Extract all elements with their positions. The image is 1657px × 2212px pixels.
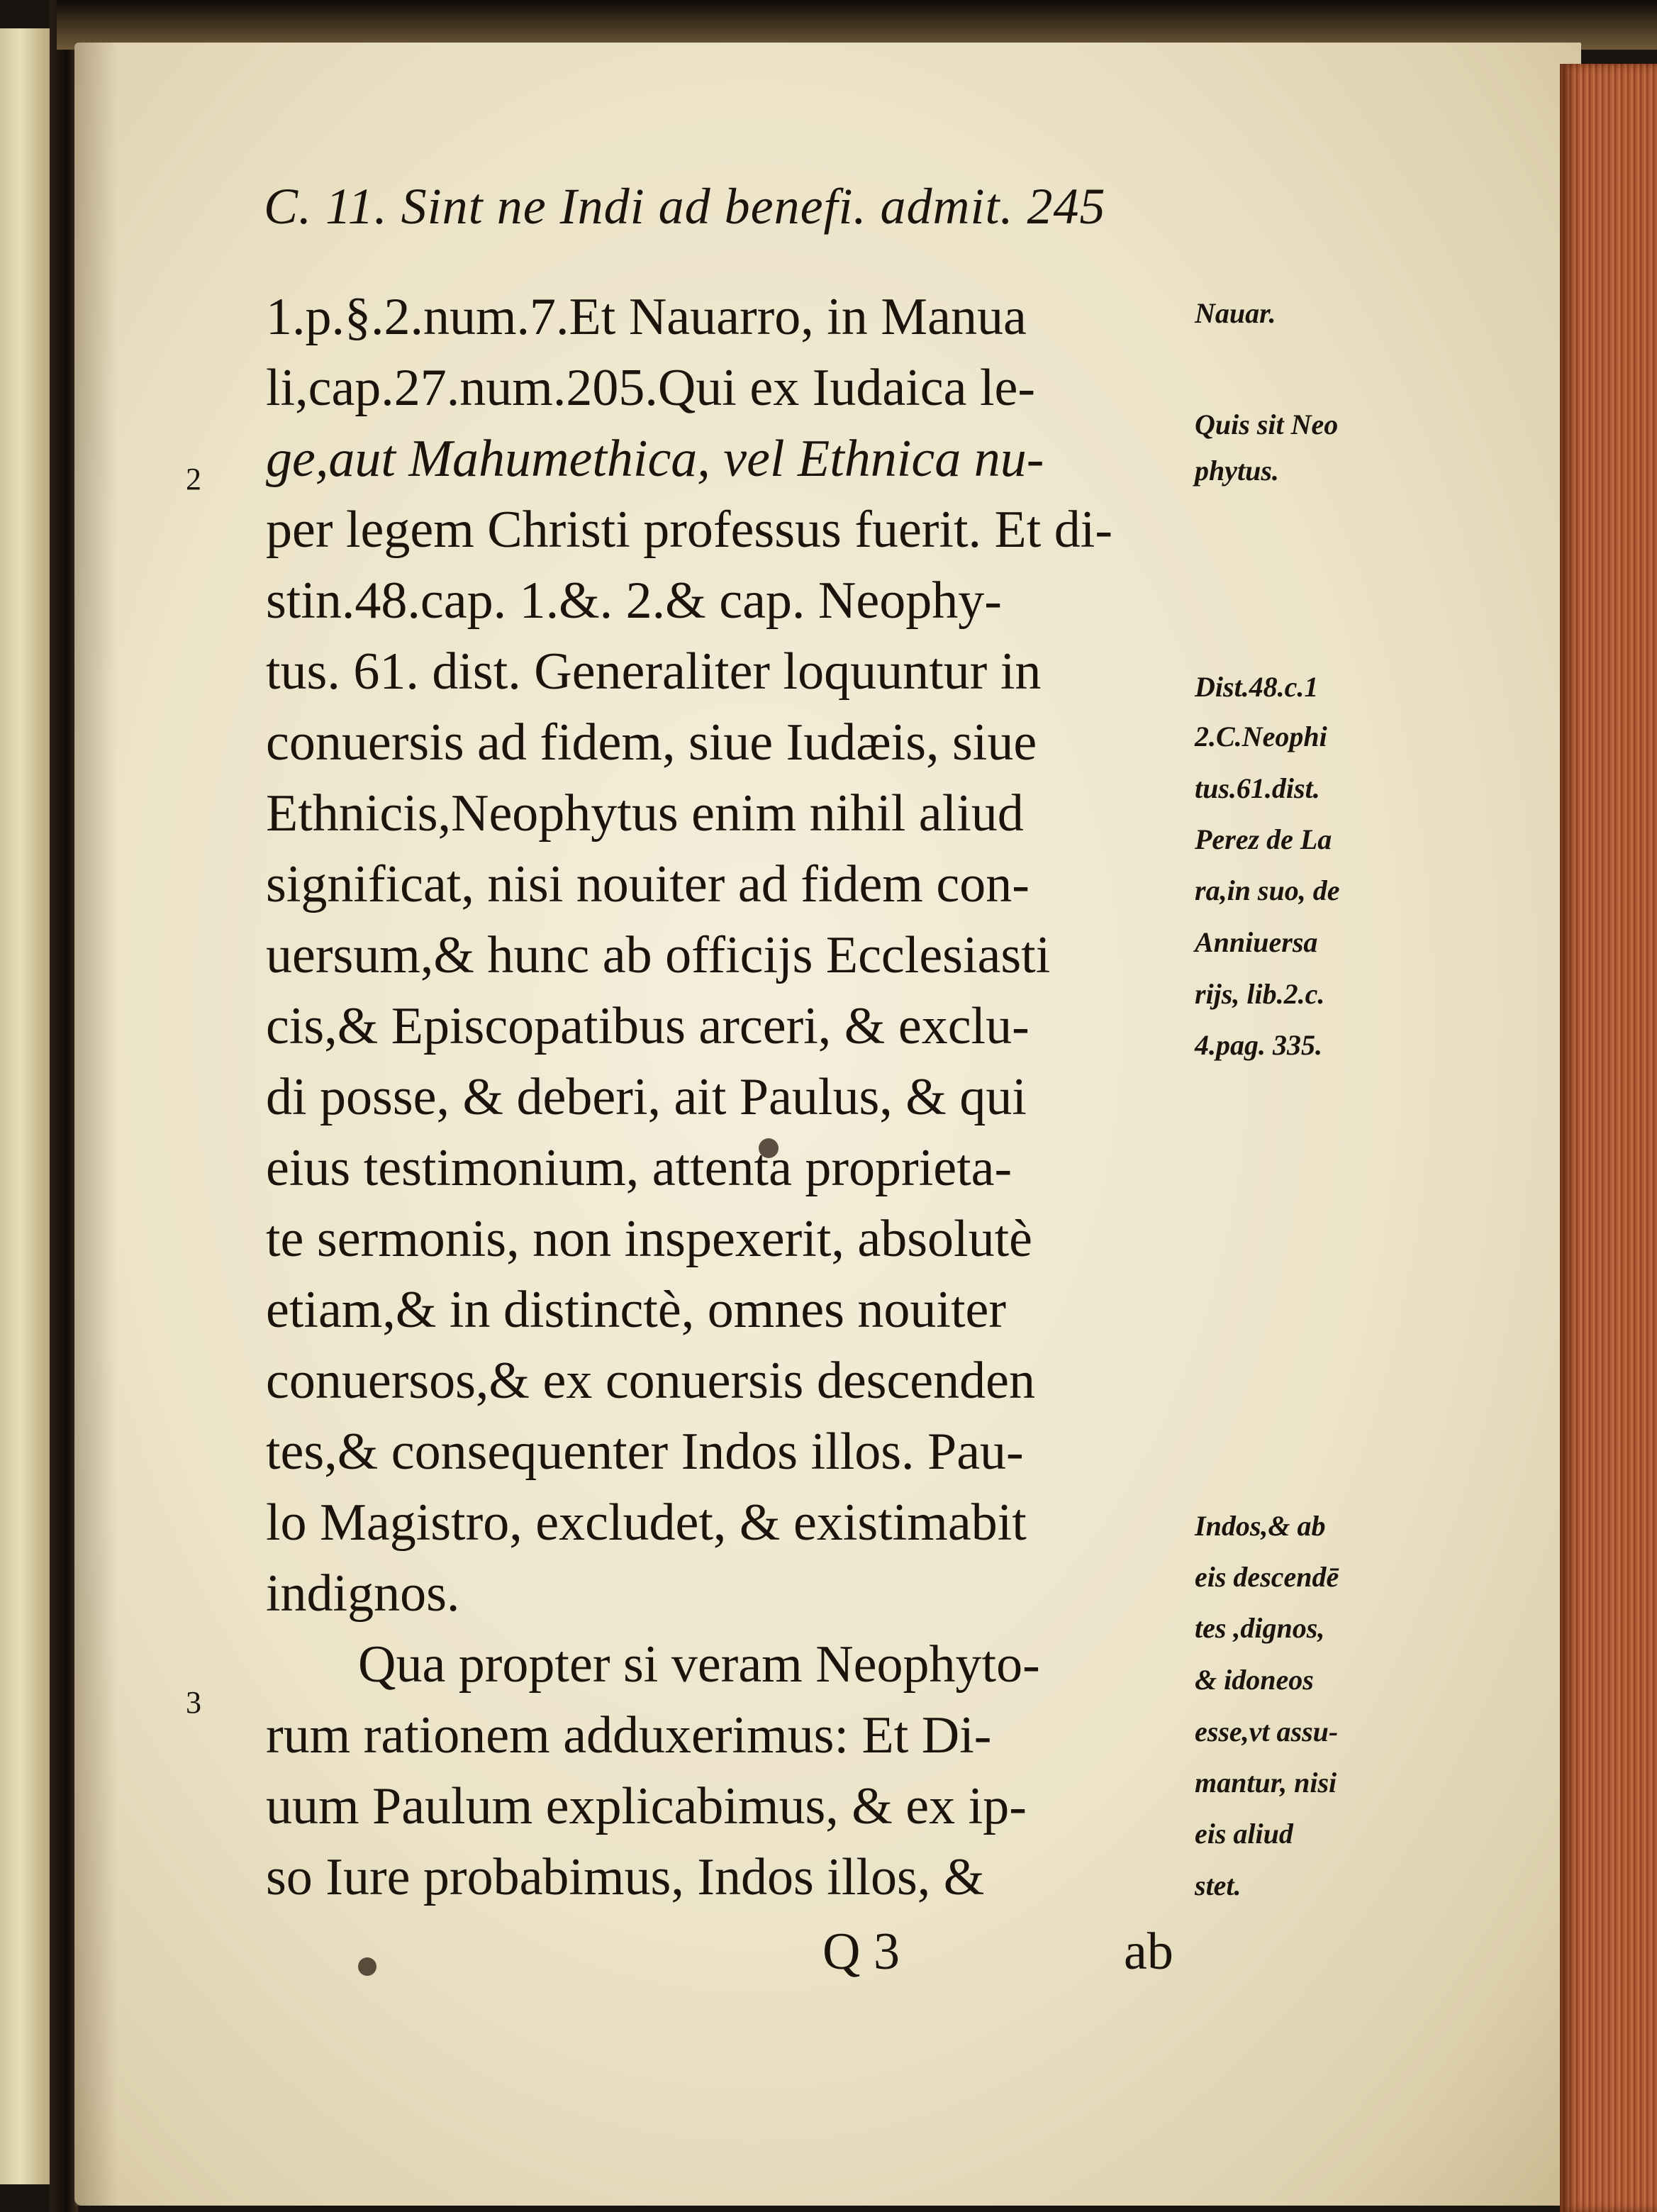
margin-note: Perez de La (1195, 823, 1332, 855)
margin-note: phytus. (1195, 455, 1279, 487)
body-line: conuersis ad fidem, siue Iudæis, siue (266, 713, 1037, 772)
body-line: so Iure probabimus, Indos illos, & (266, 1848, 985, 1906)
body-line: Qua propter si veram Neophyto- (358, 1635, 1040, 1694)
margin-note: & idoneos (1195, 1664, 1314, 1696)
section-number: 2 (186, 462, 201, 496)
margin-note: mantur, nisi (1195, 1767, 1337, 1799)
page-shadow (74, 43, 117, 2206)
body-line: 1.p.§.2.num.7.Et Nauarro, in Manua (266, 288, 1027, 346)
margin-note: Quis sit Neo (1195, 409, 1339, 440)
body-line: stin.48.cap. 1.&. 2.& cap. Neophy- (266, 572, 1002, 630)
signature-mark: Q 3 (822, 1923, 900, 1981)
page-fore-edge (1560, 64, 1657, 2212)
margin-note: Dist.48.c.1 (1195, 671, 1319, 703)
body-line: uum Paulum explicabimus, & ex ip- (266, 1777, 1027, 1835)
section-number: 3 (186, 1685, 201, 1720)
body-line: indignos. (266, 1564, 460, 1623)
margin-note: ra,in suo, de (1195, 874, 1340, 906)
margin-note: Nauar. (1195, 297, 1276, 329)
body-line: ge,aut Mahumethica, vel Ethnica nu- (266, 430, 1044, 488)
margin-note: 4.pag. 335. (1195, 1029, 1322, 1061)
margin-note: tes ,dignos, (1195, 1612, 1325, 1644)
left-page-edge (0, 28, 50, 2184)
ink-spot (358, 1957, 376, 1976)
margin-note: Indos,& ab (1195, 1510, 1326, 1542)
body-line: per legem Christi professus fuerit. Et di- (266, 501, 1113, 559)
running-head: C. 11. Sint ne Indi ad benefi. admit. 245 (264, 178, 1106, 235)
margin-note: esse,vt assu- (1195, 1716, 1339, 1747)
body-line: tes,& consequenter Indos illos. Pau- (266, 1423, 1024, 1481)
body-line: lo Magistro, excludet, & existimabit (266, 1494, 1027, 1552)
margin-note: rijs, lib.2.c. (1195, 978, 1325, 1010)
margin-note: Anniuersa (1195, 926, 1318, 958)
margin-note: tus.61.dist. (1195, 772, 1320, 804)
margin-note: stet. (1195, 1869, 1242, 1901)
body-line: te sermonis, non inspexerit, absolutè (266, 1210, 1033, 1268)
body-line: di posse, & deberi, ait Paulus, & qui (266, 1068, 1027, 1126)
body-line: conuersos,& ex conuersis descenden (266, 1352, 1035, 1410)
body-line: tus. 61. dist. Generaliter loquuntur in (266, 643, 1042, 701)
book-gutter (50, 0, 78, 2212)
margin-note: eis aliud (1195, 1818, 1293, 1850)
body-line: Ethnicis,Neophytus enim nihil aliud (266, 784, 1024, 843)
margin-note: 2.C.Neophi (1195, 721, 1327, 752)
margin-note: eis descendē (1195, 1561, 1339, 1593)
body-line: etiam,& in distinctè, omnes nouiter (266, 1281, 1007, 1339)
body-line: eius testimonium, attenta proprieta- (266, 1139, 1012, 1197)
body-line: li,cap.27.num.205.Qui ex Iudaica le- (266, 359, 1035, 417)
body-line: rum rationem adduxerimus: Et Di- (266, 1706, 992, 1764)
catchword: ab (1124, 1923, 1173, 1981)
body-line: significat, nisi nouiter ad fidem con- (266, 855, 1030, 913)
body-line: uersum,& hunc ab officijs Ecclesiasti (266, 926, 1051, 984)
body-line: cis,& Episcopatibus arceri, & exclu- (266, 997, 1030, 1055)
